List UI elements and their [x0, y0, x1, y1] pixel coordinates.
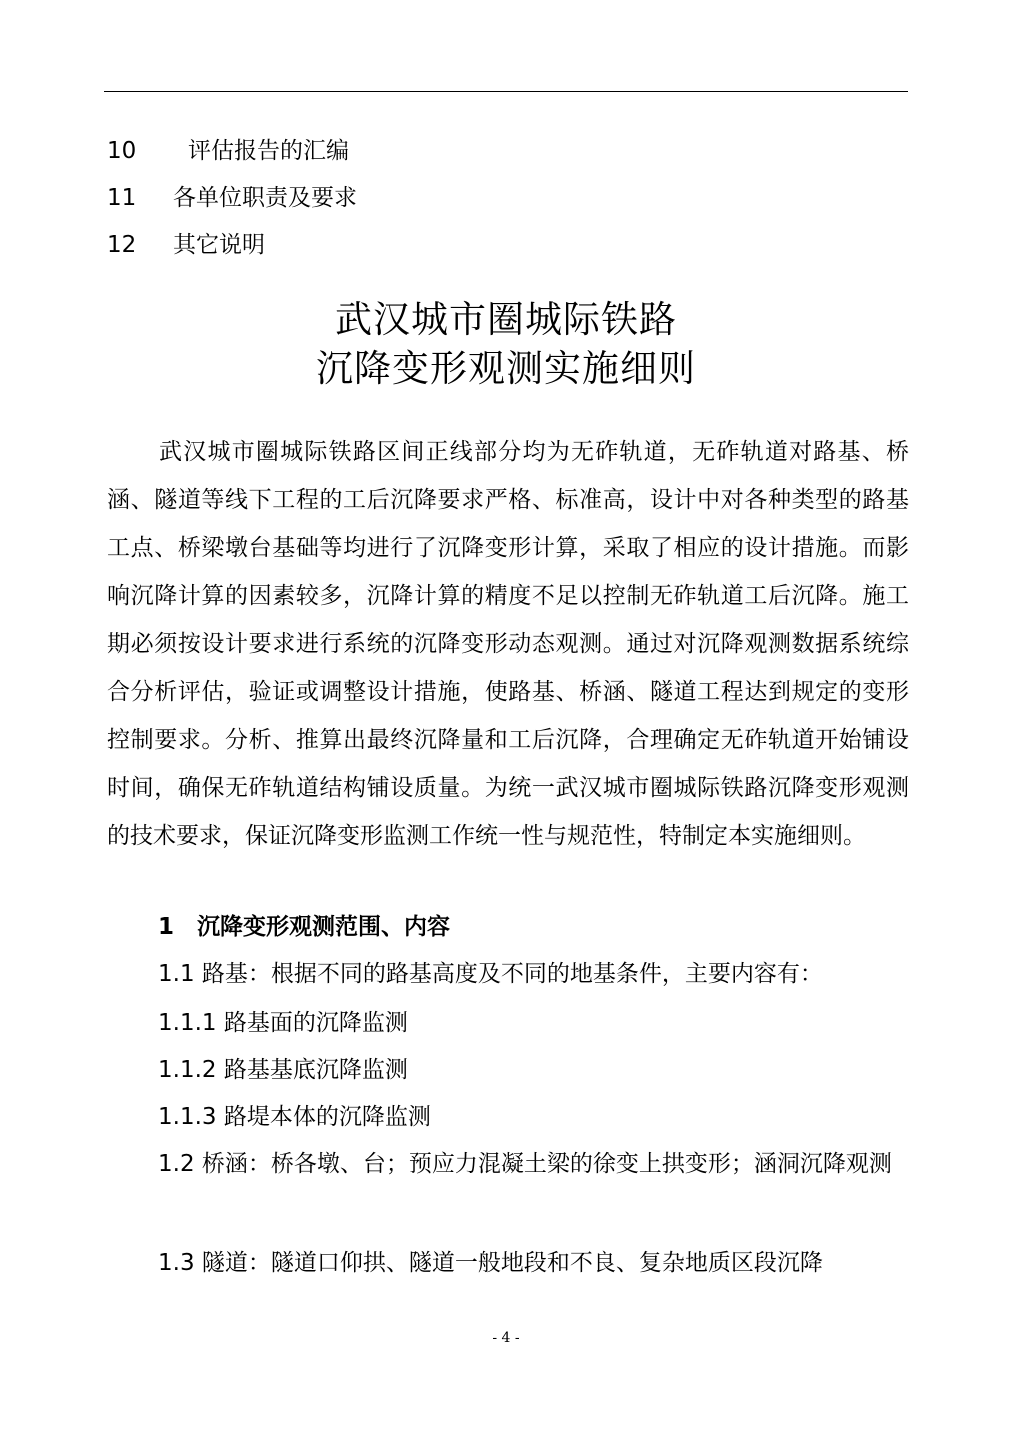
page-number: - 4 - [492, 1330, 520, 1346]
toc-item-12 [107, 231, 265, 259]
toc-item-10 [107, 137, 349, 165]
section-1-2: 1.2 桥涵：桥各墩、台；预应力混凝土梁的徐变上拱变形；涵洞沉降观测 [158, 1151, 892, 1177]
toc-number: 11 [107, 185, 137, 211]
toc-number: 10 [107, 138, 137, 164]
toc-text: 评估报告的汇编 [188, 138, 349, 164]
toc-number: 12 [107, 232, 137, 258]
toc-text: 其它说明 [173, 232, 265, 258]
toc-text: 各单位职责及要求 [173, 185, 357, 211]
section-1-1-1: 1.1.1 路基面的沉降监测 [158, 1010, 408, 1036]
toc-item-11 [107, 184, 357, 212]
section-1-3: 1.3 隧道：隧道口仰拱、隧道一般地段和不良、复杂地质区段沉降 [158, 1250, 823, 1276]
section-1-heading: 1 沉降变形观测范围、内容 [158, 914, 451, 940]
header-rule [104, 91, 908, 92]
section-1-1-2: 1.1.2 路基基底沉降监测 [158, 1057, 408, 1083]
document-title-line-2: 沉降变形观测实施细则 [316, 347, 696, 390]
section-1-1-3: 1.1.3 路堤本体的沉降监测 [158, 1104, 431, 1130]
intro-paragraph: 武汉城市圈城际铁路区间正线部分均为无砟轨道，无砟轨道对路基、桥涵、隧道等线下工程的工后沉降要求严格、标准高，设计中对各种类型的路基工点、桥梁墩台基础等均进行了沉降变形计算，采取了相应的设计措施。而影响沉降计算的因素较多，沉降计算的精度不足以控制无砟轨道工后沉降。施工期必须按设计要求进行系统的沉降变形动态观测。通过对沉降观测数据系统综合分析评估，验证或调整设计措施，使路基、桥涵、隧道工程达到规定的变形控制要求。分析、推算出最终沉降量和工后沉降，合理确定无砟轨道开始铺设时间，确保无砟轨道结构铺设质量。为统一武汉城市圈城际铁路沉降变形观测的技术要求，保证沉降变形监测工作统一性与规范性，特制定本实施细则。 [107, 439, 909, 849]
section-1-1: 1.1 路基：根据不同的路基高度及不同的地基条件，主要内容有： [158, 961, 823, 987]
document-title-line-1: 武汉城市圈城际铁路 [335, 298, 677, 341]
